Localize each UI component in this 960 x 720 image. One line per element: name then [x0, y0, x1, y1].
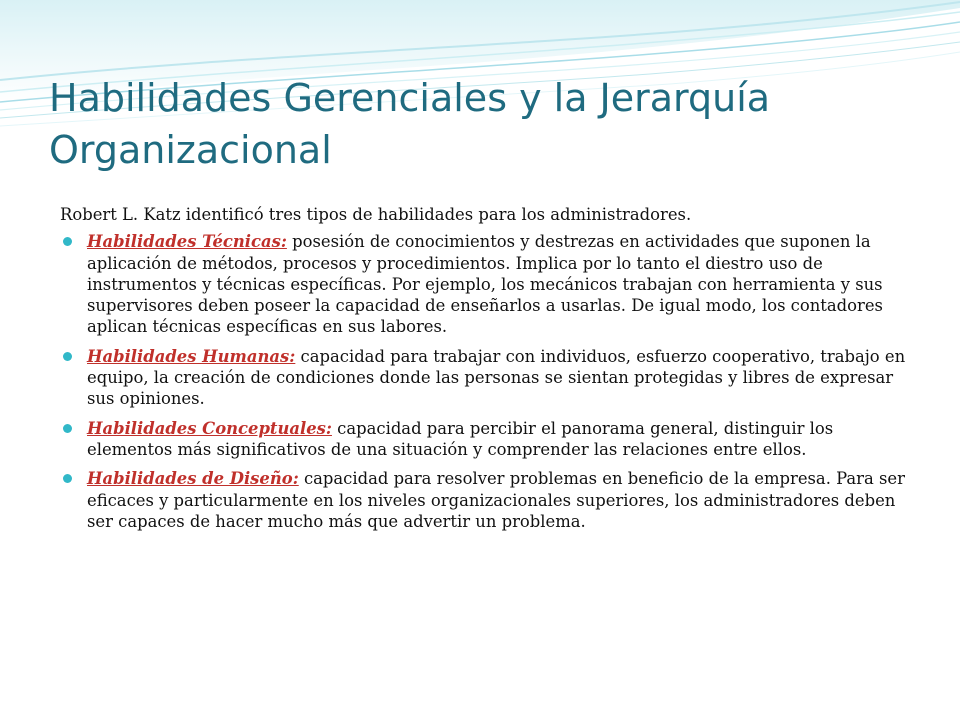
- skill-term: Habilidades Conceptuales:: [87, 418, 332, 438]
- list-item-conceptual-skills: [60, 418, 910, 461]
- slide-title: Habilidades Gerenciales y la Jerarquía Organizacional: [49, 76, 771, 172]
- skill-description: capacidad para resolver problemas en beneficio de la empresa. Para ser eficaces y particularmente en los niveles organizacionales superiores, los administradores deben ser capaces de hacer mucho más que advertir un problema.: [87, 469, 905, 531]
- list-item-technical-skills: [60, 231, 910, 337]
- bullet-icon: [63, 424, 72, 433]
- bullet-icon: [63, 237, 72, 246]
- bullet-icon: [63, 352, 72, 361]
- skill-term: Habilidades Humanas:: [87, 346, 296, 366]
- skill-description: posesión de conocimientos y destrezas en actividades que suponen la aplicación de métodos, procesos y procedimientos. Implica por lo tanto el diestro uso de instrumentos y técnicas específicas. Por ejemplo, los mecánicos trabajan con herramienta y sus supervisores deben poseer la capacidad de enseñarlos a usarlas. De igual modo, los contadores aplican técnicas específicas en sus labores.: [87, 232, 883, 337]
- list-item-design-skills: [60, 468, 910, 532]
- list-item-human-skills: [60, 346, 910, 410]
- skill-term: Habilidades Técnicas:: [87, 232, 287, 252]
- slide-body: [60, 204, 910, 540]
- skill-description: capacidad para trabajar con individuos, esfuerzo cooperativo, trabajo en equipo, la creación de condiciones donde las personas se sientan protegidas y libres de expresar sus opiniones.: [87, 346, 906, 409]
- skills-list: [60, 231, 910, 532]
- skill-description: capacidad para percibir el panorama general, distinguir los elementos más significativos de una situación y comprender las relaciones entre ellos.: [87, 418, 834, 459]
- bullet-icon: [63, 474, 72, 483]
- intro-text: Robert L. Katz identificó tres tipos de habilidades para los administradores.: [60, 205, 692, 224]
- skill-term: Habilidades de Diseño:: [87, 469, 299, 489]
